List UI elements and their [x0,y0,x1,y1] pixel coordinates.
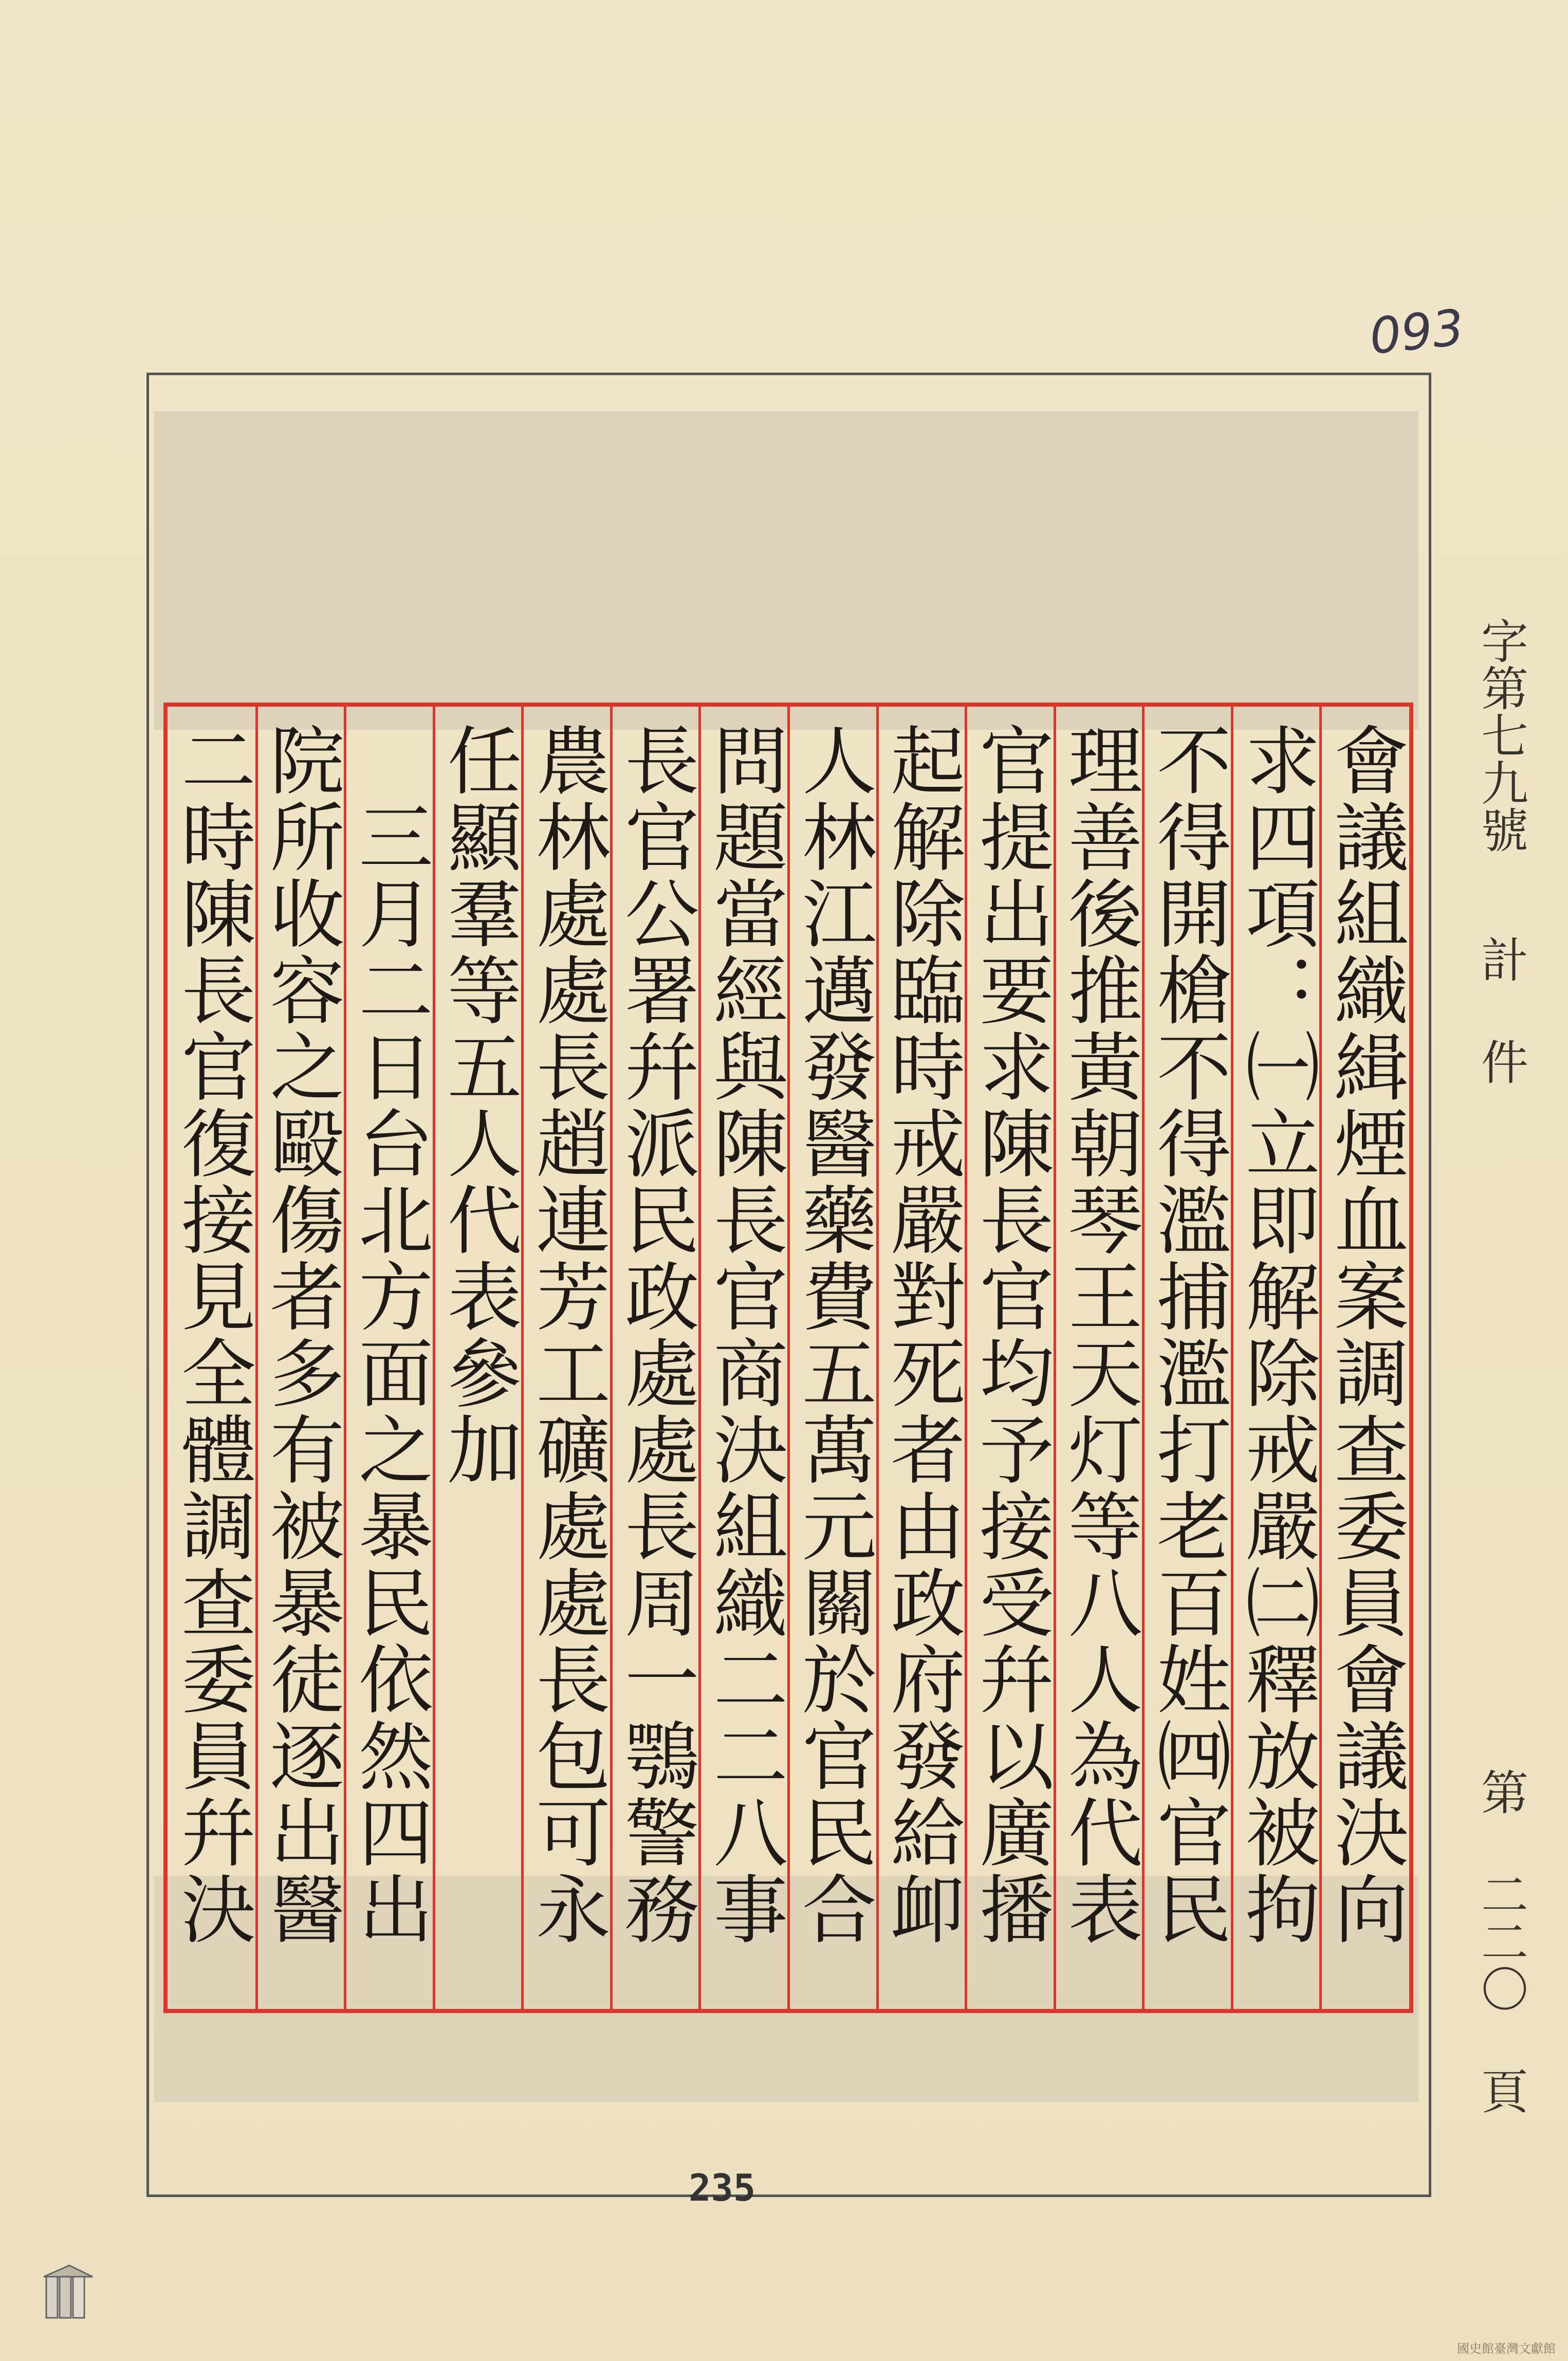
tape-patch-top [154,411,1418,730]
text-column: 二時陳長官復接見全體調查委員幷決 [169,722,256,1947]
folio-number: 093 [1367,298,1467,366]
bottom-page-stamp: 235 [689,2166,756,2209]
doc-number-label: 字第七九號 [1473,617,1528,853]
ruled-grid [163,703,1413,2013]
text-column: 院所收容之毆傷者多有被暴徒逐出醫 [257,722,344,1947]
page-number-label: 第 二二〇 頁 [1473,1768,1528,2114]
archive-credit: 國史館臺灣文獻館 [1457,2341,1556,2356]
text-column: 起解除臨時戒嚴對死者由政府發給卹 [878,722,965,1947]
book-stack-icon [41,2261,98,2323]
text-column: 不得開槍不得濫捕濫打老百姓㈣官民 [1144,722,1231,1947]
text-column: 長官公署幷派民政處處長周一鶚警務 [612,722,699,1947]
text-column: 官提出要求陳長官均予接受幷以廣播 [967,722,1054,1947]
text-column: 理善後推黃朝琴王天灯等八人為代表 [1056,722,1142,1947]
text-column: 農林處處長趙連芳工礦處處長包可永 [523,722,611,1947]
text-column: 會議組織緝煙血案調查委員會議決向 [1321,722,1409,1947]
text-column: 三月二日台北方面之暴民依然四出 [346,799,433,1947]
text-column: 求四項：㈠立即解除戒嚴㈡釋放被拘 [1233,722,1320,1947]
text-column: 人林江邁發醫藥費五萬元關於官民合 [789,722,877,1947]
text-column: 任顯羣等五人代表參加 [435,722,522,1488]
document-title-label: 計 件 [1473,935,1528,1085]
text-column: 問題當經與陳長官商決組織二二八事 [700,722,788,1947]
